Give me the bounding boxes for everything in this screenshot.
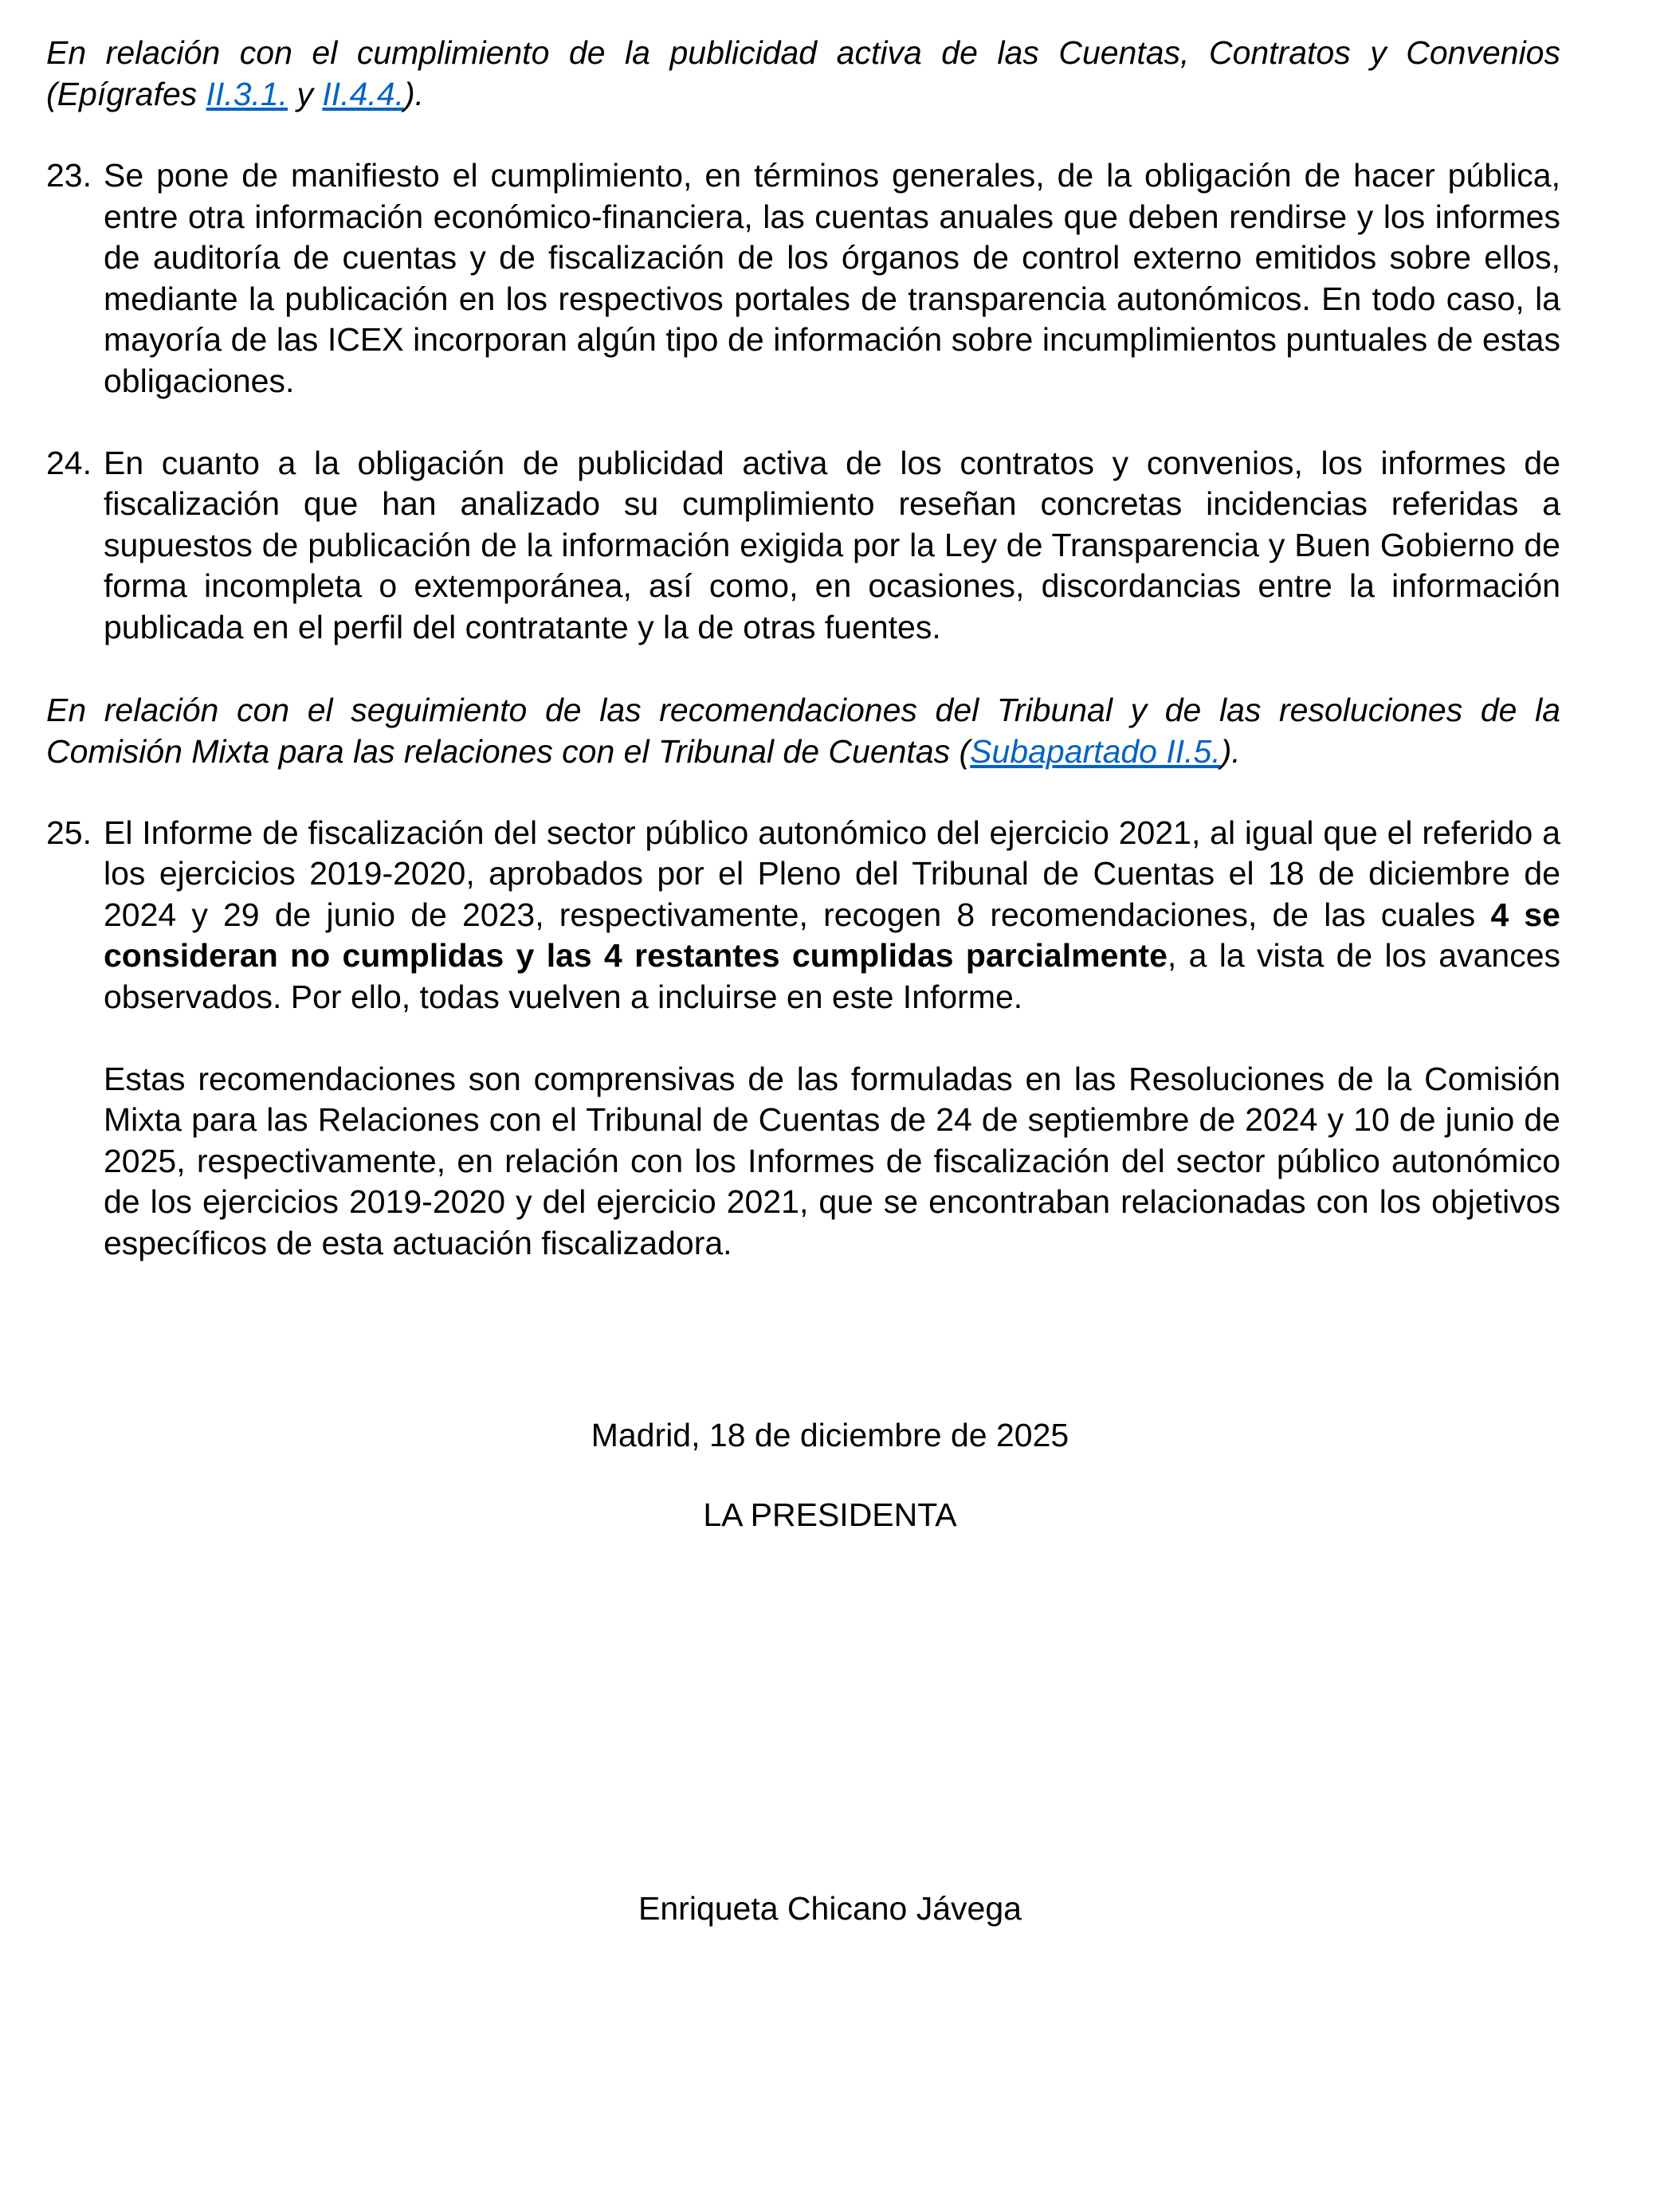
- signature-name: Enriqueta Chicano Jávega: [638, 1890, 1022, 1927]
- paragraph-25-continuation: Estas recomendaciones son comprensivas de las formuladas en las Resoluciones de la Comisión Mixta para las Relaciones con el Tribunal de Cuentas de 24 de septiembre de 2024 y 10 de junio de 2025, respectivamente, en relación con los Informes de fiscalización del sector público autonómico de los ejercicios 2019-2020 y del ejercicio 2021, que se encontraban relacionadas con los objetivos específicos de esta actuación fiscalizadora.: [104, 1060, 1560, 1261]
- paragraph-text: En cuanto a la obligación de publicidad activa de los contratos y convenios, los informes de fiscalización que han analizado su cumplimiento reseñan concretas incidencias referidas a supuestos de publicación de la información exigida por la Ley de Transparencia y Buen Gobierno de forma incompleta o extemporánea, así como, en ocasiones, discordancias entre la información publicada en el perfil del contratante y la de otras fuentes.: [104, 444, 1560, 645]
- paragraph-25: 25. El Informe de fiscalización del sector público autonómico del ejercicio 2021, al igual que el referido a los ejercicios 2019-2020, aprobados por el Pleno del Tribunal de Cuentas el 18 de diciembre de 2024 y 29 de junio de 2023, respectivamente, recogen 8 recomendaciones, de las cuales 4 se consideran no cumplidas y las 4 restantes cumplidas parcialmente, a la vista de los avances observados. Por ello, todas vuelven a incluirse en este Informe.: [46, 814, 1561, 1015]
- link-epigrafe-ii-3-1[interactable]: II.3.1.: [206, 76, 288, 112]
- paragraph-number: 24.: [46, 444, 92, 481]
- paragraph-23: [46, 155, 1560, 402]
- document-body: [46, 32, 1560, 1264]
- paragraph-24: [46, 443, 1560, 649]
- signature-place-date: Madrid, 18 de diciembre de 2025: [591, 1417, 1069, 1453]
- section-heading-seguimiento-recomendaciones: En relación con el seguimiento de las recomendaciones del Tribunal y de las resoluciones de la Comisión Mixta para las relaciones con el Tribunal de Cuentas (Subapartado II.5.).: [46, 691, 1560, 770]
- paragraph-text: Se pone de manifiesto el cumplimiento, en términos generales, de la obligación de hacer pública, entre otra información económico-financiera, las cuentas anuales que deben rendirse y los informes de auditoría de cuentas y de fiscalización de los órganos de control externo emitidos sobre ellos, mediante la publicación en los respectivos portales de transparencia autonómicos. En todo caso, la mayoría de las ICEX incorporan algún tipo de información sobre incumplimientos puntuales de estas obligaciones.: [104, 157, 1560, 399]
- link-subapartado-ii-5[interactable]: Subapartado II.5.: [970, 732, 1221, 770]
- paragraph-number: 25.: [46, 814, 92, 851]
- bold-emphasis: 4 se consideran no cumplidas y las 4 restantes cumplidas parcialmente: [104, 896, 1560, 975]
- signature-role: LA PRESIDENTA: [703, 1496, 957, 1533]
- link-epigrafe-ii-4-4[interactable]: II.4.4.: [322, 76, 404, 112]
- section-heading-publicidad-activa: En relación con el cumplimiento de la publicidad activa de las Cuentas, Contratos y Convenios (Epígrafes II.3.1. y II.4.4.).: [46, 34, 1560, 112]
- paragraph-number: 23.: [46, 157, 92, 194]
